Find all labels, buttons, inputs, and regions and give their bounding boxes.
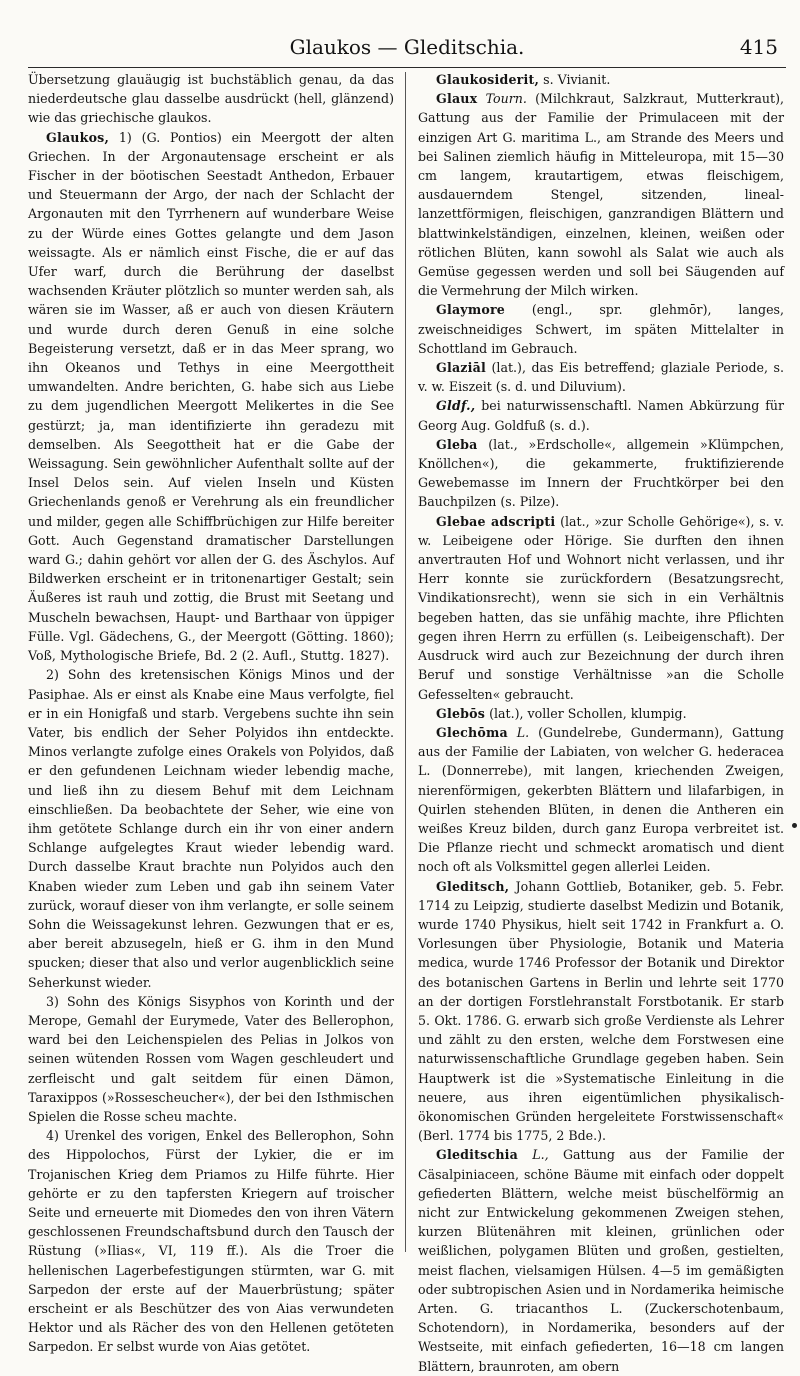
entry-glaukos-2 bbox=[28, 665, 394, 991]
entry-text: bei naturwissenschaftl. Namen Abkürzung für Georg Aug. Goldfuß (s. d.). bbox=[418, 398, 784, 433]
entry-text: Johann Gottlieb, Botaniker, geb. 5. Febr. 1714 zu Leipzig, studierte daselbst Medizin und Botanik, wurde 1740 Physikus, hielt seit 1742 in Frankfurt a. O. Vorlesungen über Physiologie, Botanik und Materia medica, wurde 1746 Professor der Botanik und Direktor des botanischen Gartens in Berlin und lehrte seit 1770 an der dortigen Forstlehranstalt Forstbotanik. Er starb 5. Okt. 1786. G. erwarb sich große Verdienste als Lehrer und zählt zu den ersten, welche dem Forstwesen eine naturwissenschaftliche Grundlage gegeben haben. Sein Hauptwerk ist die »Systematische Einleitung in die neuere, aus ihren eigentümlichen physikalisch-ökonomischen Gründen hergeleitete Forstwissenschaft« (Berl. 1774 bis 1775, 2 Bde.). bbox=[418, 878, 784, 1144]
entry-text: (lat.), das Eis betreffend; glaziale Periode, s. v. w. Eiszeit (s. d. und Diluvium). bbox=[418, 360, 784, 395]
entry-glebae-adscripti bbox=[418, 512, 784, 704]
entry-author: L. bbox=[507, 724, 530, 740]
entry-headword: Glaymore bbox=[436, 302, 505, 318]
right-column bbox=[418, 70, 784, 1374]
entry-text: (engl., spr. glehmōr), langes, zweischneidiges Schwert, im späten Mittelalter in Schottland im Gebrauch. bbox=[418, 302, 784, 356]
entry-glaymore bbox=[418, 300, 784, 358]
entry-headword: Glechōma bbox=[436, 724, 508, 740]
entry-glaukos-3 bbox=[28, 992, 394, 1126]
entry-text: (lat., »zur Scholle Gehörige«), s. v. w. Leibeigene oder Hörige. Sie durften den ihnen anvertrauten Hof und Wohnort nicht verlassen, und ihr Herr konnte sie zurückfordern (Besatzungsrecht, Vindikationsrecht), wenn sie sich in ein Verhältnis begeben hatten, das sie unfähig machte, ihre Pflichten gegen ihren Herrn zu erfüllen (s. Leibeigenschaft). Der Ausdruck wird auch zur Bezeichnung der durch ihren Beruf und sonstige Verhältnisse »an die Scholle Gefesselten« gebraucht. bbox=[418, 513, 784, 702]
running-header bbox=[28, 30, 786, 64]
header-rule bbox=[28, 67, 786, 68]
entry-text: Übersetzung glauäugig ist buchstäblich genau, da das niederdeutsche glau dasselbe ausdrückt (hell, glänzend) wie das griechische glaukos. bbox=[28, 72, 394, 126]
entry-headword: Glebae adscripti bbox=[436, 513, 556, 529]
entry-text: 1) (G. Pontios) ein Meergott der alten Griechen. In der Argonautensage erscheint er als Fischer in der böotischen Seestadt Anthedon, Erbauer und Steuermann der Argo, der nach der Schlacht der Argonauten mit den Tyrrhenern auf wunderbare Weise zu der Würde eines Gottes gelangte und dem Jason weissagte. Als er nämlich einst Fische, die er auf das Ufer warf, durch die Berührung der daselbst wachsenden Kräuter plötzlich so munter werden sah, als wären sie im Wasser, aß er auch von diesen Kräutern und wurde durch deren Genuß in eine solche Begeisterung versetzt, daß er in das Meer sprang, wo ihn Okeanos und Tethys in eine Meergottheit umwandelten. Andre berichten, G. habe sich aus Liebe zu dem jugendlichen Meergott Melikertes in die See gestürzt; ja, man identifizierte ihn geradezu mit demselben. Als Seegottheit hat er die Gabe der Weissagung. Sein gewöhnlicher Aufenthalt sollte auf der Insel Delos sein. Auf vielen Inseln und Küsten Griechenlands genoß er Verehrung als ein freundlicher und milder, gegen alle Schiffbrüchigen zur Hilfe bereiter Gott. Auch Gegenstand dramatischer Darstellungen ward G.; dahin gehört vor allen der G. des Äschylos. Auf Bildwerken erscheint er in tritonenartiger Gestalt; sein Äußeres ist rauh und zottig, die Brust mit Seetang und Muscheln bewachsen, Haupt- und Barthaar von üppiger Fülle. Vgl. Gädechens, G., der Meergott (Götting. 1860); Voß, Mythologische Briefe, Bd. 2 (2. Aufl., Stuttg. 1827). bbox=[28, 129, 394, 664]
entry-text: 3) Sohn des Königs Sisyphos von Korinth und der Merope, Gemahl der Eurymede, Vater des Bellerophon, ward bei den Leichenspielen des Pelias in Jolkos von seinen wütenden Rossen vom Wagen geschleudert und zerfleischt und galt seitdem für einen Dämon, Taraxippos (»Rossescheucher«), der bei den Isthmischen Spielen die Rosse scheu machte. bbox=[28, 993, 394, 1124]
entry-glaux bbox=[418, 89, 784, 300]
page-number: 415 bbox=[739, 35, 778, 59]
entry-headword: Glaukosiderit, bbox=[436, 72, 540, 87]
entry-headword: Gleditschia bbox=[436, 1147, 519, 1163]
entry-gldf bbox=[418, 396, 784, 434]
entry-text: 4) Urenkel des vorigen, Enkel des Bellerophon, Sohn des Hippolochos, Fürst der Lykier, die er im Trojanischen Krieg dem Priamos zu Hilfe führte. Hier gehörte er zu den tapfersten Kriegern auf troischer Seite und erneuerte mit Diomedes den von ihren Vätern geschlossenen Freundschaftsbund durch den Tausch der Rüstung (»Ilias«, VI, 119 ff.). Als die Troer die hellenischen Lagerbefestigungen stürmten, war G. mit Sarpedon der erste auf der Mauerbrüstung; später erscheint er als Beschützer des von Aias verwundeten Hektor und als Rächer des von den Hellenen getöteten Sarpedon. Er selbst wurde von Aias getötet. bbox=[28, 1128, 394, 1355]
header-title: Glaukos — Gleditschia. bbox=[289, 35, 525, 59]
entry-glaukos bbox=[28, 128, 394, 666]
entry-text: (Milchkraut, Salzkraut, Mutterkraut), Gattung aus der Familie der Primulaceen mit der einzigen Art G. maritima L., am Strande des Meers und bei Salinen ziemlich häufig in Mitteleuropa, mit 15—30 cm langem, krautartigem, etwas fleischigem, ausdauerndem Stengel, sitzenden, lineal-lanzettförmigen, fleischigen, ganzrandigen Blättern und blattwinkelständigen, einzelnen, kleinen, weißen oder rötlichen Blüten, kann sowohl als Salat wie auch als Gemüse gegessen werden und soll bei Säugenden auf die Vermehrung der Milch wirken. bbox=[418, 91, 784, 299]
entry-headword: Glebōs bbox=[436, 705, 486, 721]
entry-author: L., bbox=[518, 1147, 549, 1163]
entry-text: s. Vivianit. bbox=[539, 72, 611, 87]
entry-text: (lat.), voller Schollen, klumpig. bbox=[485, 705, 687, 721]
left-column bbox=[28, 70, 394, 1355]
entry-headword: Gldf., bbox=[436, 398, 476, 414]
entry-headword: Glaziāl bbox=[436, 360, 486, 376]
entry-headword: Gleba bbox=[436, 436, 478, 452]
entry-headword: Gleditsch, bbox=[436, 878, 510, 894]
entry-glazial bbox=[418, 358, 784, 396]
entry-text: Gattung aus der Familie der Cäsalpiniaceen, schöne Bäume mit einfach oder doppelt gefiederten Blättern, welche meist büschelförmig an nicht zur Entwickelung gekommenen Zweigen stehen, kurzen Blütenähren mit kleinen, grünlichen oder weißlichen, polygamen Blüten und großen, gestielten, meist flachen, vielsamigen Hülsen. 4—5 im gemäßigten oder subtropischen Asien und in Nordamerika heimische Arten. G. triacanthos L. (Zuckerschotenbaum, Schotendorn), in Nordamerika, besonders auf der Westseite, mit einfach gefiederten, 16—18 cm langen Blättern, braunroten, am obern bbox=[418, 1147, 784, 1374]
entry-text: 2) Sohn des kretensischen Königs Minos und der Pasiphae. Als er einst als Knabe eine Maus verfolgte, fiel er in ein Honigfaß und starb. Vergebens suchte ihn sein Vater, bis endlich der Seher Polyidos ihn entdeckte. Minos verlangte zufolge eines Orakels von Polyidos, daß er den gefundenen Leichnam wieder lebendig mache, und ließ ihn zu diesem Behuf mit dem Leichnam einschließen. Da beobachtete der Seher, wie eine von ihm getötete Schlange durch ein ihr von einer andern Schlange aufgelegtes Kraut wieder lebendig ward. Durch dasselbe Kraut brachte nun Polyidos auch den Knaben wieder zum Leben und gab ihn seinem Vater zurück, worauf dieser von ihm verlangte, er solle seinem Sohn die Weissagekunst lehren. Gezwungen that er es, aber bereit abzusegeln, hieß er G. ihm in den Mund spucken; dieser that also und verlor augenblicklich seine Seherkunst wieder. bbox=[28, 667, 394, 990]
entry-glebos bbox=[418, 704, 784, 723]
entry-glaukos-4 bbox=[28, 1126, 394, 1356]
entry-gleba bbox=[418, 435, 784, 512]
entry-gleditschia bbox=[418, 1145, 784, 1375]
entry-gleditsch bbox=[418, 877, 784, 1146]
entry-text: (Gundelrebe, Gundermann), Gattung aus der Familie der Labiaten, von welcher G. hederacea L. (Donnerrebe), mit langen, kriechenden Zweigen, nierenförmigen, gekerbten Blättern und lilafarbigen, in Quirlen stehenden Blüten, in denen die Antheren ein weißes Kreuz bilden, durch ganz Europa verbreitet ist. Die Pflanze riecht und schmeckt aromatisch und dient noch oft als Volksmittel gegen allerlei Leiden. bbox=[418, 724, 784, 875]
entry-headword: Glaux bbox=[436, 91, 478, 107]
column-divider bbox=[405, 72, 406, 1252]
entry-author: Tourn. bbox=[477, 91, 527, 107]
entry-text: (lat., »Erdscholle«, allgemein »Klümpchen, Knöllchen«), die gekammerte, fruktifizierende Gewebemasse im Innern der Fruchtkörper bei den Bauchpilzen (s. Pilze). bbox=[418, 436, 784, 510]
entry-continuation bbox=[28, 70, 394, 128]
margin-mark bbox=[792, 823, 797, 828]
entry-glechoma bbox=[418, 723, 784, 877]
entry-headword: Glaukos, bbox=[46, 129, 110, 145]
entry-glaukosiderit bbox=[418, 70, 784, 89]
